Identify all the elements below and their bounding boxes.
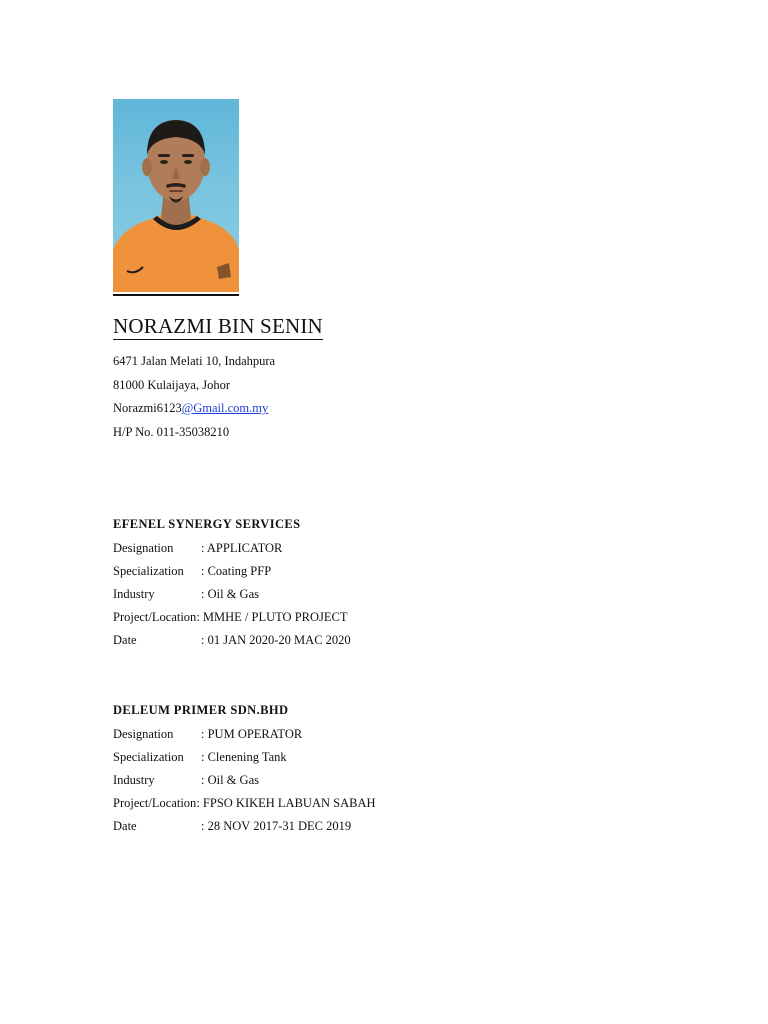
email-line	[113, 400, 268, 416]
address-line-2: 81000 Kulaijaya, Johor	[113, 378, 230, 392]
email-user: Norazmi6123	[113, 401, 182, 415]
project-value: : MMHE / PLUTO PROJECT	[196, 610, 348, 624]
job-1-specialization	[113, 563, 271, 579]
job-2-company: DELEUM PRIMER SDN.BHD	[113, 703, 289, 717]
industry-value: : Oil & Gas	[201, 587, 259, 601]
industry-value: : Oil & Gas	[201, 773, 259, 787]
job-2-project	[113, 795, 376, 811]
job-1-designation	[113, 540, 282, 556]
photo-underline	[113, 294, 239, 296]
job-1-company: EFENEL SYNERGY SERVICES	[113, 517, 301, 531]
address-line-1: 6471 Jalan Melati 10, Indahpura	[113, 354, 276, 368]
profile-photo-illustration	[113, 99, 239, 292]
email-link[interactable]: @Gmail.com.my	[181, 401, 269, 415]
job-2-industry	[113, 772, 259, 788]
project-value: : FPSO KIKEH LABUAN SABAH	[196, 796, 376, 810]
job-1-date	[113, 632, 351, 648]
date-label: Date	[113, 633, 137, 647]
designation-label: Designation	[113, 541, 174, 555]
applicant-name: NORAZMI BIN SENIN	[113, 314, 323, 338]
industry-label: Industry	[113, 587, 155, 601]
project-label: Project/Location	[113, 796, 197, 810]
job-1-industry	[113, 586, 259, 602]
project-label: Project/Location	[113, 610, 197, 624]
specialization-label: Specialization	[113, 750, 184, 764]
designation-value: : APPLICATOR	[201, 541, 283, 555]
date-label: Date	[113, 819, 137, 833]
specialization-label: Specialization	[113, 564, 184, 578]
specialization-value: : Clenening Tank	[201, 750, 287, 764]
date-value: : 28 NOV 2017-31 DEC 2019	[201, 819, 352, 833]
profile-photo	[113, 99, 239, 292]
industry-label: Industry	[113, 773, 155, 787]
job-2-specialization	[113, 749, 287, 765]
designation-value: : PUM OPERATOR	[201, 727, 303, 741]
job-1-project	[113, 609, 348, 625]
phone-line: H/P No. 011-35038210	[113, 425, 230, 439]
designation-label: Designation	[113, 727, 174, 741]
specialization-value: : Coating PFP	[201, 564, 272, 578]
job-2-designation	[113, 726, 302, 742]
date-value: : 01 JAN 2020-20 MAC 2020	[201, 633, 351, 647]
job-2-date	[113, 818, 351, 834]
